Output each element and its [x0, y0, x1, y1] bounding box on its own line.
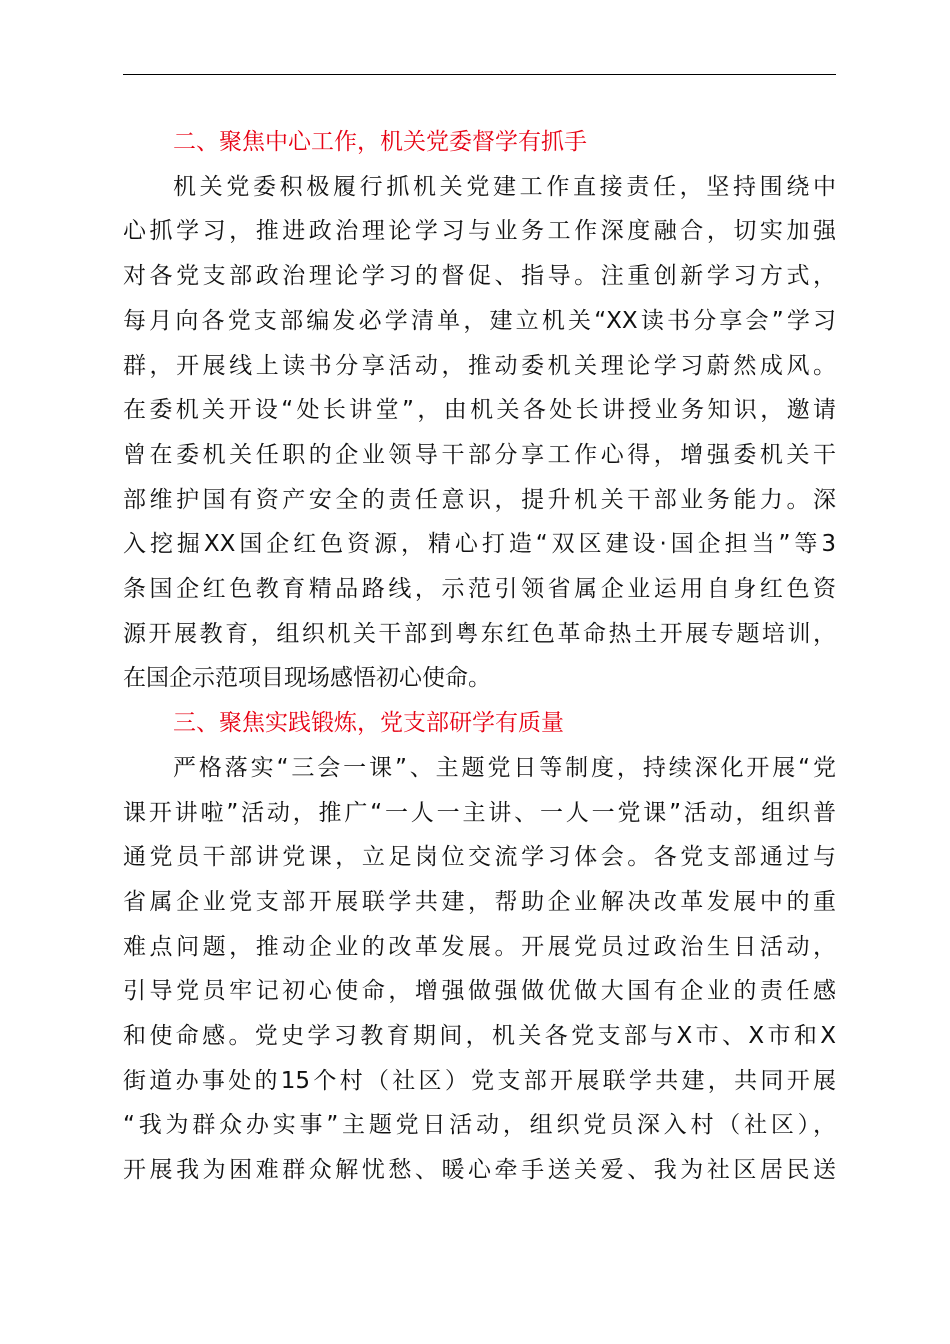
paragraph-line: 通党员干部讲党课，立足岗位交流学习体会。各党支部通过与	[123, 844, 836, 871]
paragraph-line: 严格落实“三会一课”、主题党日等制度，持续深化开展“党	[173, 754, 836, 781]
paragraph-line: 条国企红色教育精品路线，示范引领省属企业运用自身红色资	[123, 576, 836, 603]
section-heading-3: 三、聚焦实践锻炼，党支部研学有质量	[173, 710, 564, 737]
paragraph-line: 机关党委积极履行抓机关党建工作直接责任，坚持围绕中	[173, 173, 836, 200]
paragraph-line: 引导党员牢记初心使命，增强做强做优做大国有企业的责任感	[123, 978, 836, 1005]
section-heading-2: 二、聚焦中心工作，机关党委督学有抓手	[173, 129, 587, 155]
header-rule	[123, 74, 836, 75]
paragraph-line: 曾在委机关任职的企业领导干部分享工作心得，增强委机关干	[123, 441, 836, 468]
paragraph-line: 对各党支部政治理论学习的督促、指导。注重创新学习方式，	[123, 263, 836, 290]
paragraph-line: 在国企示范项目现场感悟初心使命。	[123, 665, 491, 692]
paragraph-line: “我为群众办实事”主题党日活动，组织党员深入村（社区），	[123, 1112, 836, 1139]
paragraph-line: 和使命感。党史学习教育期间，机关各党支部与X市、X市和X	[123, 1023, 836, 1050]
paragraph-line: 难点问题，推动企业的改革发展。开展党员过政治生日活动，	[123, 933, 836, 960]
paragraph-line: 省属企业党支部开展联学共建，帮助企业解决改革发展中的重	[123, 888, 836, 915]
paragraph-line: 课开讲啦”活动，推广“一人一主讲、一人一党课”活动，组织普	[123, 799, 836, 826]
paragraph-line: 群，开展线上读书分享活动，推动委机关理论学习蔚然成风。	[123, 352, 836, 379]
paragraph-line: 入挖掘XX国企红色资源，精心打造“双区建设·国企担当”等3	[123, 531, 836, 558]
paragraph-line: 部维护国有资产安全的责任意识，提升机关干部业务能力。深	[123, 486, 836, 513]
document-body	[123, 120, 836, 1193]
paragraph-line: 心抓学习，推进政治理论学习与业务工作深度融合，切实加强	[123, 218, 836, 245]
paragraph-line: 在委机关开设“处长讲堂”，由机关各处长讲授业务知识，邀请	[123, 397, 836, 424]
paragraph-line: 源开展教育，组织机关干部到粤东红色革命热土开展专题培训，	[123, 620, 836, 647]
paragraph-line: 每月向各党支部编发必学清单，建立机关“XX读书分享会”学习	[123, 307, 836, 334]
paragraph-line: 街道办事处的15个村（社区）党支部开展联学共建，共同开展	[123, 1067, 836, 1094]
paragraph-line: 开展我为困难群众解忧愁、暖心牵手送关爱、我为社区居民送	[123, 1157, 836, 1184]
